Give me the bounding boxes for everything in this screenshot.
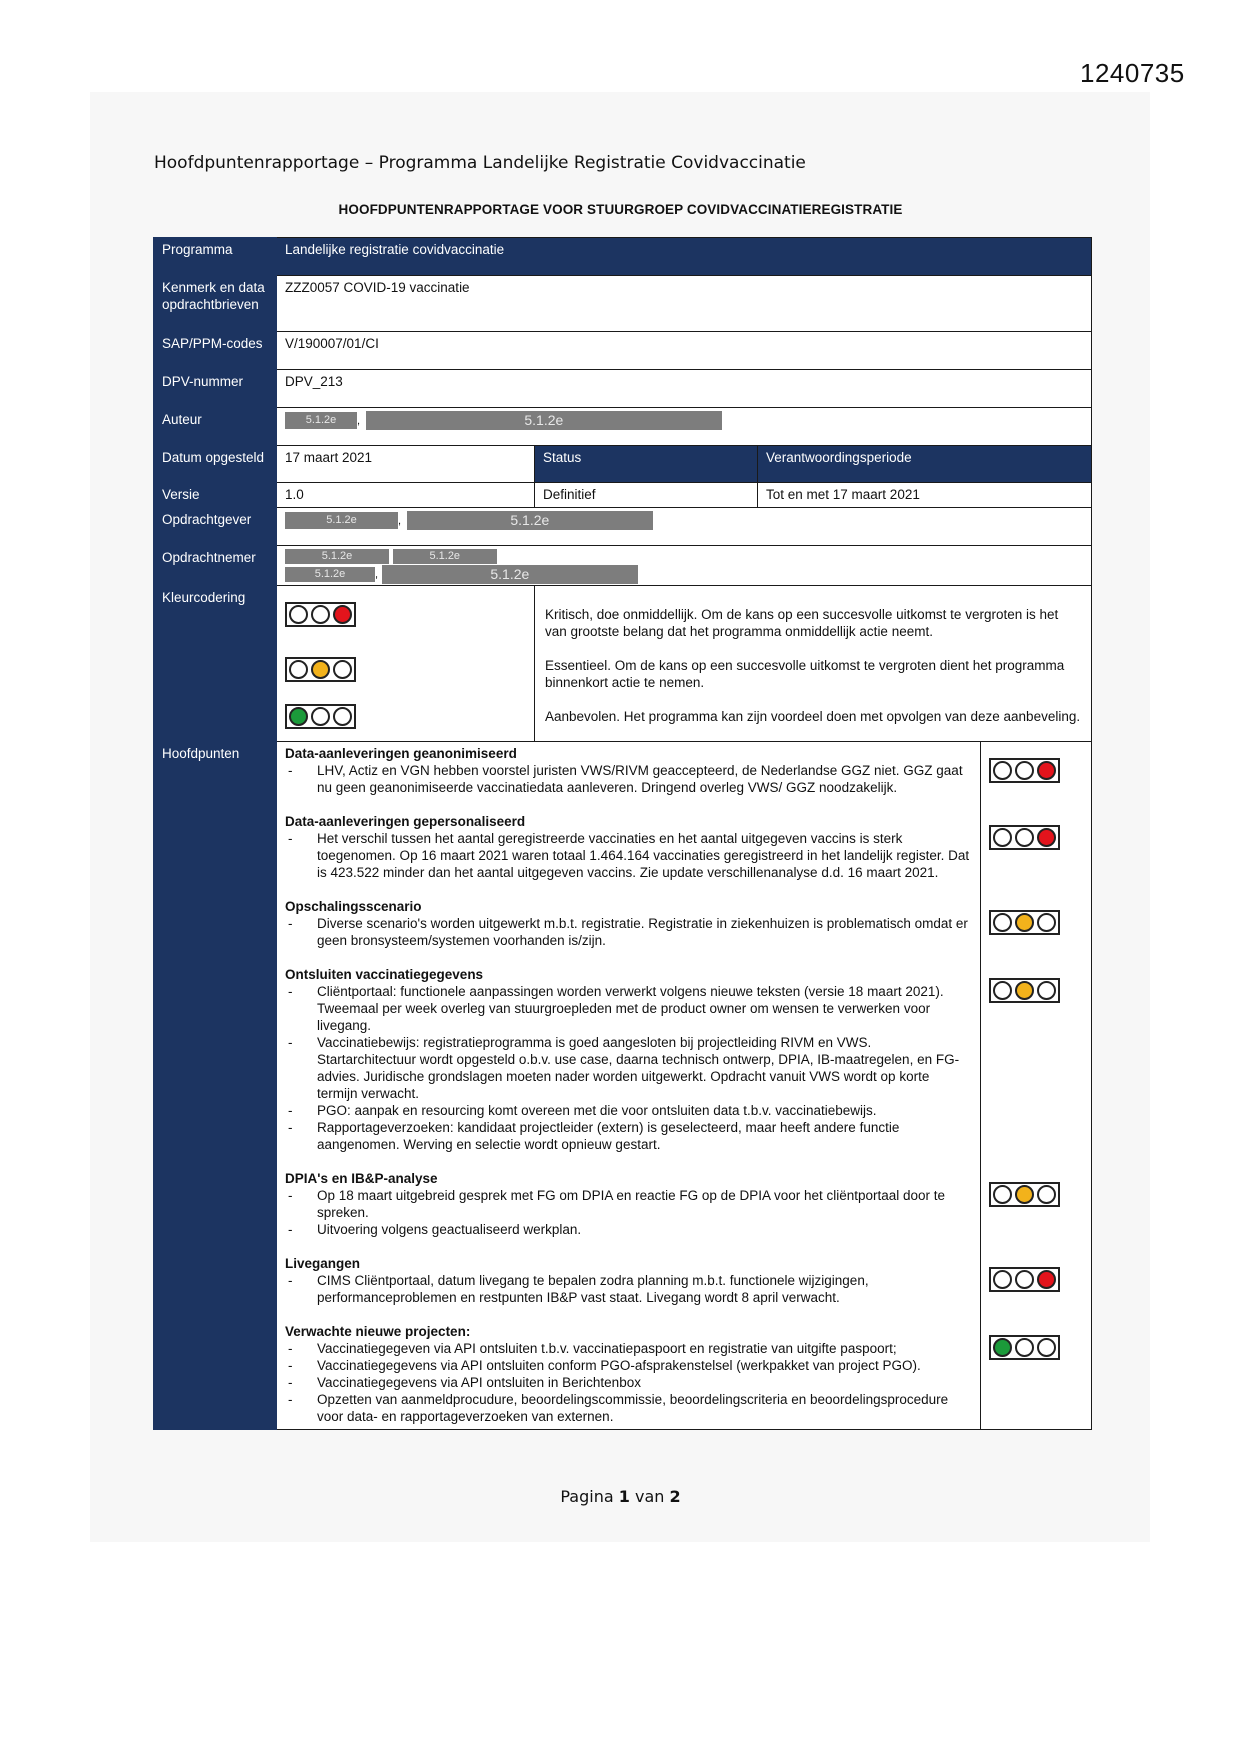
hoofdpunt-bullet: - Op 18 maart uitgebreid gesprek met FG om DPIA en reactie FG op de DPIA voor het cliëntportaal door te spreken. bbox=[285, 1187, 972, 1221]
redaction-box: 5.1.2e bbox=[285, 549, 389, 564]
redaction-box: 5.1.2e bbox=[285, 412, 357, 429]
redaction-box: 5.1.2e bbox=[393, 549, 497, 564]
traffic-light-amber-icon bbox=[989, 978, 1060, 1003]
hoofdpunt-status bbox=[981, 742, 1091, 813]
hoofdpunt-bullet: - LHV, Actiz en VGN hebben voorstel juristen VWS/RIVM geaccepteerd, de Nederlandse GGZ niet. GGZ gaat nu geen geanonimiseerde vaccinatiedata aanleveren. Dringend overleg VWS/ GGZ noodzakelijk. bbox=[285, 762, 972, 796]
versie-label: Versie bbox=[154, 483, 277, 508]
opdrachtnemer-label: Opdrachtnemer bbox=[154, 546, 277, 586]
opdrachtgever-label: Opdrachtgever bbox=[154, 508, 277, 546]
versie-value: 1.0 bbox=[277, 483, 535, 508]
hoofdpunt-bullet: - Vaccinatiegegevens via API ontsluiten conform PGO-afsprakenstelsel (werkpakket van project PGO). bbox=[285, 1357, 972, 1374]
redaction-box: 5.1.2e bbox=[407, 511, 653, 530]
traffic-light-green-icon bbox=[989, 1335, 1060, 1360]
kleur-groen-text: Aanbevolen. Het programma kan zijn voordeel doen met opvolgen van deze aanbeveling. bbox=[545, 709, 1081, 724]
traffic-light-red-icon bbox=[989, 1267, 1060, 1292]
sap-label: SAP/PPM-codes bbox=[154, 332, 277, 370]
hoofdpunt-bullet: - CIMS Cliëntportaal, datum livegang te bepalen zodra planning m.b.t. functionele wijzigingen, performanceproblemen en restpunten IB&P vast staat. Livegang wordt 8 april verwacht. bbox=[285, 1272, 972, 1306]
traffic-light-amber-icon bbox=[285, 657, 356, 682]
hoofdpunt-section bbox=[277, 898, 981, 966]
page-footer: Pagina 1 van 2 bbox=[560, 1487, 681, 1506]
hoofdpunt-bullet: - Vaccinatiegegevens via API ontsluiten in Berichtenbox bbox=[285, 1374, 972, 1391]
hoofdpunt-title: Data-aanleveringen geanonimiseerd bbox=[285, 746, 517, 761]
traffic-light-amber-icon bbox=[989, 1182, 1060, 1207]
traffic-light-red-icon bbox=[285, 602, 356, 627]
hoofdpunt-bullet: - Het verschil tussen het aantal geregistreerde vaccinaties en het aantal uitgegeven vaccins is sterk toegenomen. Op 16 maart 2021 waren totaal 1.464.164 vaccinaties geregistreerd in het landelijk register. Dat is 423.522 minder dan het aantal uitgegeven vaccins. Zie update verschillenanalyse d.d. 16 maart 2021. bbox=[285, 830, 972, 881]
hoofdpunt-section bbox=[277, 1323, 981, 1429]
datum-value: 17 maart 2021 bbox=[277, 446, 535, 483]
hoofdpunt-status bbox=[981, 966, 1091, 1170]
hoofdpunten-list bbox=[277, 742, 1091, 1429]
redaction-box: 5.1.2e bbox=[285, 512, 398, 529]
hoofdpunt-bullet: - Diverse scenario's worden uitgewerkt m.b.t. registratie. Registratie in ziekenhuizen is problematisch omdat er geen bronsysteem/systemen voorhanden is/zijn. bbox=[285, 915, 972, 949]
hoofdpunt-bullet: - Uitvoering volgens geactualiseerd werkplan. bbox=[285, 1221, 972, 1238]
status-label: Status bbox=[535, 446, 758, 483]
opdrachtnemer-value: 5.1.2e 5.1.2e 5.1.2e , 5.1.2e bbox=[277, 546, 1092, 586]
document-subheading: HOOFDPUNTENRAPPORTAGE VOOR STUURGROEP COVIDVACCINATIEREGISTRATIE bbox=[338, 202, 903, 217]
hoofdpunt-title: Ontsluiten vaccinatiegegevens bbox=[285, 967, 484, 982]
status-value: Definitief bbox=[535, 483, 758, 508]
hoofdpunt-bullet: - Rapportageverzoeken: kandidaat projectleider (extern) is geselecteerd, maar heeft andere functie aangenomen. Werving en selectie wordt opnieuw gestart. bbox=[285, 1119, 972, 1153]
traffic-light-red-icon bbox=[989, 758, 1060, 783]
hoofdpunt-section bbox=[277, 1170, 981, 1255]
hoofdpunt-title: DPIA's en IB&P-analyse bbox=[285, 1171, 438, 1186]
programma-value: Landelijke registratie covidvaccinatie bbox=[277, 238, 1092, 276]
dpv-label: DPV-nummer bbox=[154, 370, 277, 408]
hoofdpunt-title: Livegangen bbox=[285, 1256, 361, 1271]
hoofdpunt-section bbox=[277, 813, 981, 898]
kleur-rood-text: Kritisch, doe onmiddellijk. Om de kans op een succesvolle uitkomst te vergroten is het van grootste belang dat het programma onmiddellijk actie neemt. bbox=[545, 607, 1059, 639]
redaction-box: 5.1.2e bbox=[382, 565, 638, 584]
redaction-box: 5.1.2e bbox=[285, 567, 375, 582]
report-table bbox=[153, 237, 1092, 1430]
traffic-light-green-icon bbox=[285, 704, 356, 729]
auteur-label: Auteur bbox=[154, 408, 277, 446]
kenmerk-value: ZZZ0057 COVID-19 vaccinatie bbox=[277, 276, 1092, 332]
dpv-value: DPV_213 bbox=[277, 370, 1092, 408]
hoofdpunt-section bbox=[277, 966, 981, 1170]
periode-value: Tot en met 17 maart 2021 bbox=[758, 483, 1092, 508]
auteur-value: 5.1.2e , 5.1.2e bbox=[277, 408, 1092, 446]
hoofdpunt-bullet: - Vaccinatiegegeven via API ontsluiten t.b.v. vaccinatiepaspoort en registratie van uitgifte paspoort; bbox=[285, 1340, 972, 1357]
hoofdpunt-title: Verwachte nieuwe projecten: bbox=[285, 1324, 471, 1339]
hoofdpunt-bullet: - Vaccinatiebewijs: registratieprogramma is goed aangesloten bij projectleiding RIVM en VWS. Startarchitectuur wordt opgesteld o.b.v. use case, daarna technisch ontwerp, DPIA, IB-maatregelen, en FG-advies. Juridische grondslagen moeten nader worden uitgewerkt. Opdracht vanuit VWS wordt op korte termijn verwacht. bbox=[285, 1034, 972, 1102]
traffic-light-amber-icon bbox=[989, 910, 1060, 935]
hoofdpunt-title: Opschalingsscenario bbox=[285, 899, 422, 914]
hoofdpunt-status bbox=[981, 898, 1091, 966]
kleur-oranje-text: Essentieel. Om de kans op een succesvolle uitkomst te vergroten dient het programma binnenkort actie te nemen. bbox=[545, 658, 1065, 690]
hoofdpunt-status bbox=[981, 1323, 1091, 1429]
hoofdpunt-status bbox=[981, 1170, 1091, 1255]
hoofdpunt-bullet: - Opzetten van aanmeldprocudure, beoordelingscommissie, beoordelingscriteria en beoordelingsprocedure voor data- en rapportageverzoeken van externen. bbox=[285, 1391, 972, 1425]
traffic-light-red-icon bbox=[989, 825, 1060, 850]
document-heading: Hoofdpuntenrapportage – Programma Landelijke Registratie Covidvaccinatie bbox=[154, 153, 806, 173]
hoofdpunt-status bbox=[981, 813, 1091, 898]
hoofdpunt-section bbox=[277, 742, 981, 813]
kleurcodering-lights bbox=[277, 586, 535, 742]
hoofdpunt-section bbox=[277, 1255, 981, 1323]
hoofdpunt-title: Data-aanleveringen gepersonaliseerd bbox=[285, 814, 526, 829]
hoofdpunt-bullet: - Cliëntportaal: functionele aanpassingen worden verwerkt volgens nieuwe teksten (versie 18 maart 2021). Tweemaal per week overleg van stuurgroepleden met de product owner om wensen te verwerken voor livegang. bbox=[285, 983, 972, 1034]
hoofdpunt-bullet: - PGO: aanpak en resourcing komt overeen met die voor ontsluiten data t.b.v. vaccinatiebewijs. bbox=[285, 1102, 972, 1119]
hoofdpunt-status bbox=[981, 1255, 1091, 1323]
programma-label: Programma bbox=[154, 238, 277, 276]
datum-label: Datum opgesteld bbox=[154, 446, 277, 483]
opdrachtgever-value: 5.1.2e , 5.1.2e bbox=[277, 508, 1092, 546]
kleurcodering-descriptions bbox=[535, 586, 1092, 742]
sap-value: V/190007/01/CI bbox=[277, 332, 1092, 370]
kenmerk-label: Kenmerk en data opdrachtbrieven bbox=[154, 276, 277, 332]
periode-label: Verantwoordingsperiode bbox=[758, 446, 1092, 483]
kleurcodering-label: Kleurcodering bbox=[154, 586, 277, 742]
redaction-box: 5.1.2e bbox=[366, 411, 722, 430]
hoofdpunten-label: Hoofdpunten bbox=[154, 742, 277, 1430]
document-number: 1240735 bbox=[1080, 58, 1185, 88]
